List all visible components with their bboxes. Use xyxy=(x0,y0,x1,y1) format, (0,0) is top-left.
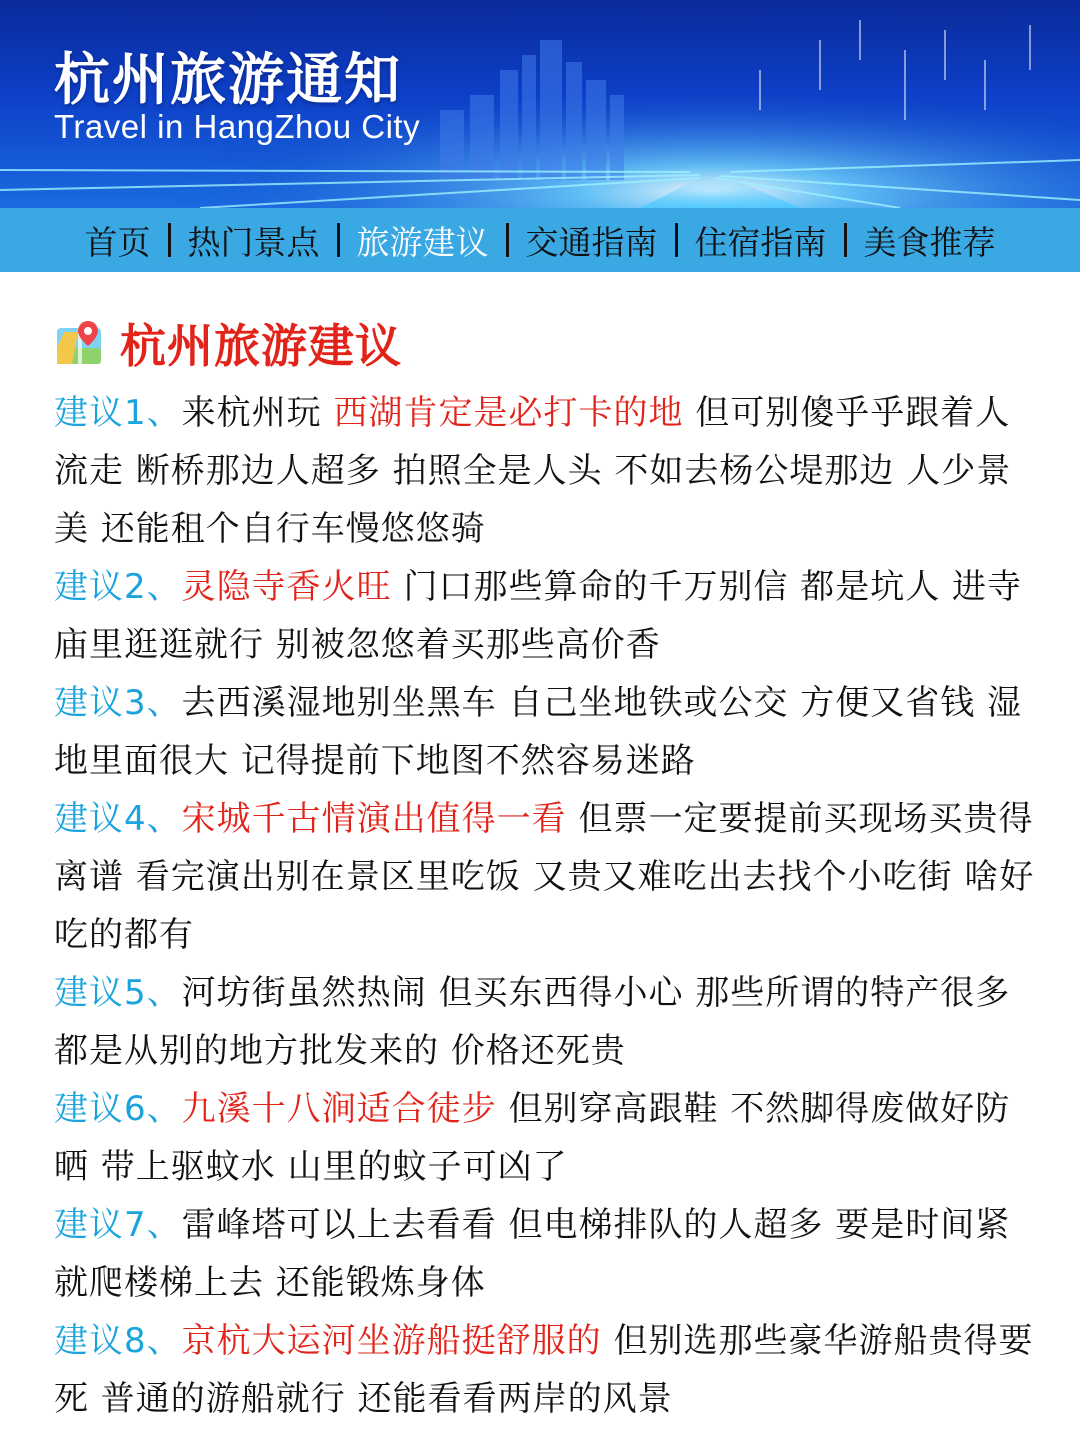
tip-highlight: 京杭大运河坐游船挺舒服的 xyxy=(181,1321,602,1361)
tip-label: 建议4、 xyxy=(54,799,182,839)
section-title: 杭州旅游建议 xyxy=(120,319,402,373)
nav-item-travel-tips[interactable]: 旅游建议 xyxy=(356,222,489,262)
tip-text: 但别选那些豪华游船贵得要死 普通的游船就行 还能看看两岸的风景 xyxy=(54,1321,1034,1419)
main-content xyxy=(54,306,1044,1428)
tip-text: 但别穿高跟鞋 不然脚得废做好防晒 带上驱蚊水 山里的蚊子可凶了 xyxy=(54,1089,1011,1187)
nav-divider xyxy=(168,223,171,257)
nav-divider xyxy=(337,223,340,257)
tip-highlight: 西湖肯定是必打卡的地 xyxy=(333,393,684,433)
main-nav xyxy=(0,208,1080,272)
banner-title: 杭州旅游通知 xyxy=(54,48,402,113)
nav-divider xyxy=(844,223,847,257)
tips-list xyxy=(54,384,1044,1428)
tip-highlight: 灵隐寺香火旺 xyxy=(181,567,392,607)
tip-label: 建议8、 xyxy=(54,1321,182,1361)
tip-item xyxy=(54,674,1044,790)
tip-item xyxy=(54,1196,1044,1312)
tip-text: 门口那些算命的千万别信 都是坑人 进寺庙里逛逛就行 别被忽悠着买那些高价香 xyxy=(54,567,1023,665)
nav-item-lodging[interactable]: 住宿指南 xyxy=(694,222,827,262)
tip-highlight: 宋城千古情演出值得一看 xyxy=(181,799,567,839)
tip-text: 但票一定要提前买现场买贵得离谱 看完演出别在景区里吃饭 又贵又难吃出去找个小吃街 啥好吃的都有 xyxy=(54,799,1035,955)
tip-text: 雷峰塔可以上去看看 但电梯排队的人超多 要是时间紧就爬楼梯上去 还能锻炼身体 xyxy=(54,1205,1011,1303)
tip-item xyxy=(54,1080,1044,1196)
nav-item-home[interactable]: 首页 xyxy=(84,222,151,262)
header-banner xyxy=(0,0,1080,208)
tip-item xyxy=(54,964,1044,1080)
tip-item xyxy=(54,384,1044,558)
nav-item-transport[interactable]: 交通指南 xyxy=(525,222,658,262)
tip-text: 河坊街虽然热闹 但买东西得小心 那些所谓的特产很多都是从别的地方批发来的 价格还死贵 xyxy=(54,973,1011,1071)
tip-label: 建议6、 xyxy=(54,1089,182,1129)
tip-item xyxy=(54,558,1044,674)
nav-item-attractions[interactable]: 热门景点 xyxy=(187,222,320,262)
tip-head: 来杭州玩 xyxy=(181,393,334,433)
tip-text: 但可别傻乎乎跟着人流走 断桥那边人超多 拍照全是人头 不如去杨公堤那边 人少景美 还能租个自行车慢悠悠骑 xyxy=(54,393,1012,549)
tip-label: 建议5、 xyxy=(54,973,182,1013)
tip-label: 建议1、 xyxy=(54,393,182,433)
tip-label: 建议7、 xyxy=(54,1205,182,1245)
tip-item xyxy=(54,790,1044,964)
section-heading xyxy=(54,306,1044,380)
nav-item-food[interactable]: 美食推荐 xyxy=(863,222,996,262)
tip-text: 去西溪湿地别坐黑车 自己坐地铁或公交 方便又省钱 湿地里面很大 记得提前下地图不然容易迷路 xyxy=(54,683,1023,781)
banner-subtitle: Travel in HangZhou City xyxy=(54,108,421,145)
tip-label: 建议2、 xyxy=(54,567,182,607)
nav-divider xyxy=(506,223,509,257)
tip-item xyxy=(54,1312,1044,1428)
tip-label: 建议3、 xyxy=(54,683,182,723)
map-icon xyxy=(54,318,104,368)
tip-highlight: 九溪十八涧适合徒步 xyxy=(181,1089,497,1129)
nav-divider xyxy=(675,223,678,257)
